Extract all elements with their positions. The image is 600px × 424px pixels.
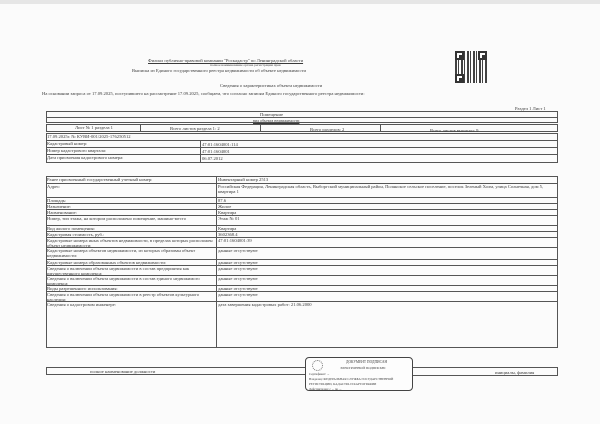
qr-code — [455, 51, 487, 83]
position-label: полное наименование должности — [90, 369, 156, 374]
property-label: Кадастровая стоимость, руб.: — [47, 232, 105, 237]
property-label: Наименование: — [47, 210, 77, 215]
emblem-icon — [312, 360, 323, 371]
property-value: Жилое — [218, 204, 232, 209]
property-label: Адрес: — [47, 184, 61, 189]
doc-title: Выписка из Единого государственного реестра недвижимости об объекте недвижимости — [132, 68, 306, 73]
property-label: Виды разрешенного использования: — [47, 286, 118, 291]
divider — [46, 117, 558, 118]
stamp-line: ЭЛЕКТРОННОЙ ПОДПИСЬЮ — [340, 366, 386, 370]
name-label: инициалы, фамилия — [495, 370, 535, 375]
property-label: Назначение: — [47, 204, 72, 209]
property-label: Кадастровые номера объектов недвижимости, из которых образован объект недвижимости: — [47, 248, 196, 258]
assignment-date: 06.07.2012 — [202, 156, 223, 161]
id-label: Номер кадастрового квартала: — [47, 148, 107, 153]
property-value: данные отсутствуют — [218, 248, 258, 253]
doc-subtitle: Сведения о характеристиках объекта недвижимости — [220, 83, 323, 88]
total-sheets: Всего листов выписки: 9 — [430, 128, 479, 133]
id-label: Дата присвоения кадастрового номера: — [47, 155, 124, 160]
property-value: данные отсутствуют — [218, 292, 258, 297]
property-value: данные отсутствуют — [218, 286, 258, 291]
property-label: Кадастровые номера образованных объектов недвижимости: — [47, 260, 167, 265]
property-label: Сведения о кадастровом инженере: — [47, 302, 117, 307]
org-sub-label: полное наименование органа регистрации прав — [210, 63, 281, 67]
divider — [140, 124, 141, 132]
property-value: 87.6 — [218, 198, 227, 203]
total-sections: Всего разделов: 2 — [310, 127, 345, 132]
org-name: Филиал публично-правовой компании "Роскадастр" по Ленинградской области — [148, 58, 304, 63]
property-value: Инвентарный номер 2513 — [218, 177, 269, 182]
property-label: Сведения о включении объекта недвижимости в состав предприятия как имущественного комплекса: — [47, 266, 190, 275]
sheet-number: Лист № 1 раздела 1 — [75, 125, 113, 130]
property-value: данные отсутствуют — [218, 266, 258, 271]
object-kind-sub: вид объекта недвижимости — [253, 118, 300, 123]
position-box — [46, 367, 306, 375]
property-value: дата завершения кадастровых работ: 21.06.2000 — [218, 302, 312, 307]
property-value: данные отсутствуют — [218, 260, 258, 265]
property-value: Этаж № 01 — [218, 216, 240, 221]
cadastral-number: 47:01:1604001:114 — [202, 142, 238, 147]
cadastral-quarter: 47:01:1604001 — [202, 149, 230, 154]
doc-reference: 17.09.2025г. № КУВИ-001/2025-176250512 — [47, 134, 131, 139]
stamp-line: ДОКУМЕНТ ПОДПИСАН — [346, 360, 388, 364]
divider — [216, 176, 217, 348]
name-box — [412, 367, 558, 376]
property-label: Сведения о включении объекта недвижимости в состав единого недвижимого комплекса: — [47, 276, 200, 285]
sheets-in-section: Всего листов раздела 1: 2 — [170, 126, 220, 131]
property-value: 47:01:1604001:39 — [218, 238, 252, 243]
property-value: Квартира — [218, 226, 237, 231]
divider — [260, 124, 261, 132]
property-label: Вид жилого помещения: — [47, 226, 95, 231]
property-label: Кадастровые номера иных объектов недвижимости, в пределах которых расположен объект недвижимости: — [47, 238, 213, 247]
scan-edge — [0, 0, 600, 4]
stamp-line: Владелец: ФЕДЕРАЛЬНАЯ СЛУЖБА ГОСУДАРСТВЕННОЙ — [309, 377, 394, 381]
stamp-line: Действителен: с ... по ... — [309, 387, 342, 391]
property-label: Ранее присвоенный государственный учетный номер: — [47, 177, 153, 182]
property-value: Российская Федерация, Ленинградская область, Выборгский муниципальный район, Полянское сельское поселение, поселок Зеленый Холм, улица Солнечная, дом 5, квартира 1 — [218, 184, 544, 194]
property-value: Квартира — [218, 210, 237, 215]
id-label: Кадастровый номер: — [47, 141, 88, 146]
sheet-info-row — [46, 124, 558, 132]
divider — [380, 124, 381, 132]
property-label: Сведения о включении объекта недвижимости в реестр объектов культурного наследия: — [47, 292, 200, 301]
stamp-line: РЕГИСТРАЦИИ, КАДАСТРА И КАРТОГРАФИИ — [309, 382, 377, 386]
section-label: Раздел 1 Лист 1 — [515, 106, 546, 111]
preamble: На основании запроса от 17.09.2025, поступившего на рассмотрение 17.09.2025, сообщаем, что согласно записям Единого государственного реестра недвижимости: — [42, 91, 365, 96]
e-signature-stamp — [305, 357, 413, 391]
property-label: Площадь: — [47, 198, 67, 203]
property-label: Номер, тип этажа, на котором расположено помещение, машино-место — [47, 216, 186, 221]
property-value: данные отсутствуют — [218, 276, 258, 281]
property-value: 3602368.4 — [218, 232, 238, 237]
stamp-line: Сертификат: ... — [309, 372, 330, 376]
divider — [200, 140, 201, 163]
object-kind: Помещение — [260, 112, 284, 117]
